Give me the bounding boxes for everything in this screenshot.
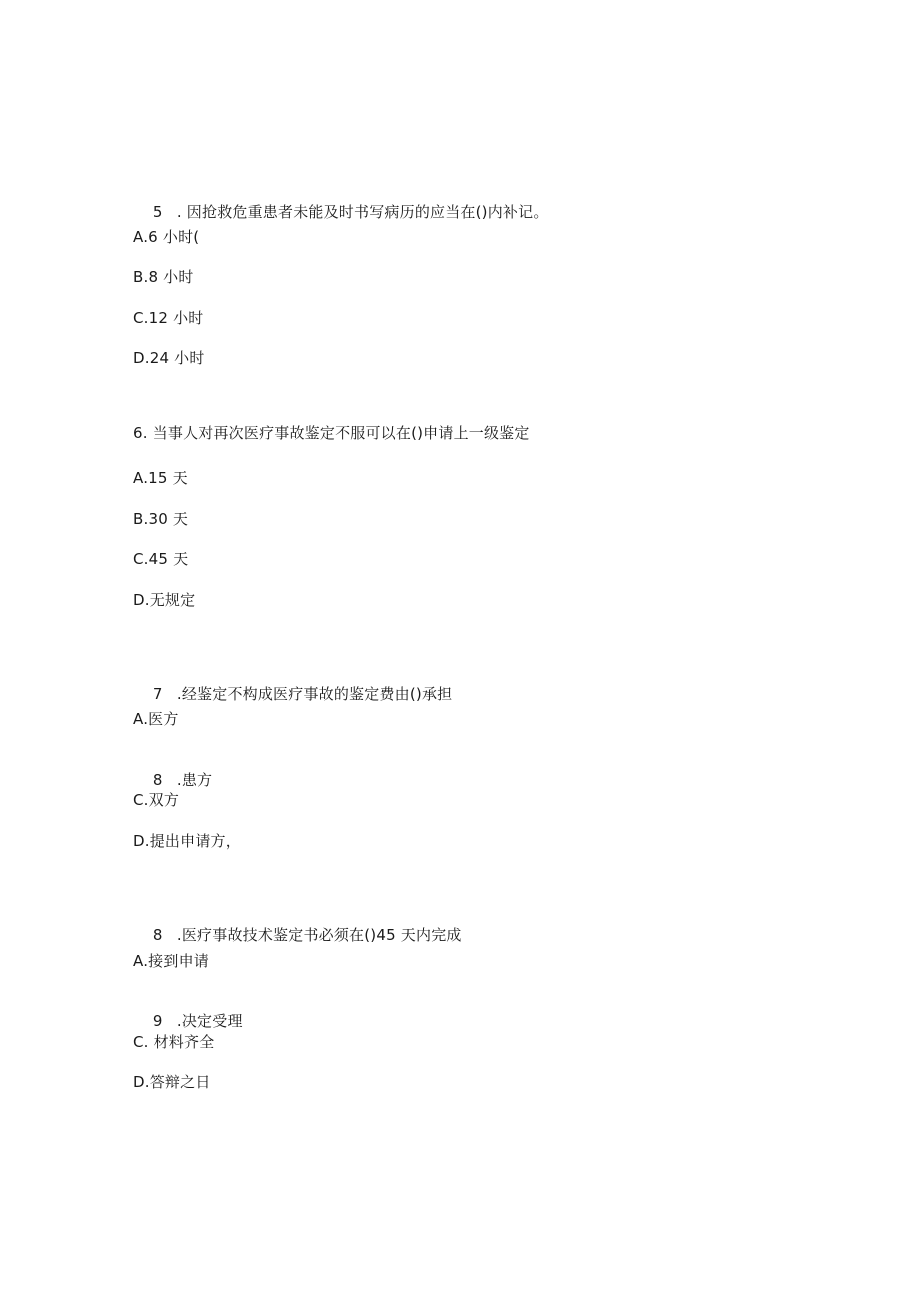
option-number: 9	[152, 1012, 163, 1030]
question-7-option-a: A.医方	[133, 710, 179, 728]
question-7-option-d: D.提出申请方，	[133, 832, 241, 850]
question-5-option-a: A.6 小时(	[133, 228, 200, 246]
question-text: .经鉴定不构成医疗事故的鉴定费由()承担	[176, 685, 453, 703]
option-number: 8	[152, 771, 163, 789]
question-text: . 因抢救危重患者未能及时书写病历的应当在()内补记。	[176, 203, 549, 221]
question-7-option-c: C.双方	[133, 791, 180, 809]
question-number: 7	[152, 685, 163, 703]
question-7-stem	[133, 664, 452, 724]
question-8-option-a: A.接到申请	[133, 952, 209, 970]
option-text: .决定受理	[176, 1012, 243, 1030]
question-6-option-a: A.15 天	[133, 469, 188, 487]
question-text: .医疗事故技术鉴定书必须在()45 天内完成	[176, 926, 462, 944]
question-6-stem: 6. 当事人对再次医疗事故鉴定不服可以在()申请上一级鉴定	[133, 424, 530, 442]
question-6-option-d: D.无规定	[133, 591, 196, 609]
question-number: 5	[152, 203, 163, 221]
question-5-option-c: C.12 小时	[133, 309, 204, 327]
question-number: 8	[152, 926, 163, 944]
question-8-option-c: C. 材料齐全	[133, 1033, 215, 1051]
question-6-option-b: B.30 天	[133, 510, 189, 528]
question-5-option-d: D.24 小时	[133, 349, 205, 367]
option-text: .患方	[176, 771, 213, 789]
question-6-option-c: C.45 天	[133, 550, 189, 568]
question-8-option-d: D.答辩之日	[133, 1073, 211, 1091]
question-5-option-b: B.8 小时	[133, 268, 194, 286]
